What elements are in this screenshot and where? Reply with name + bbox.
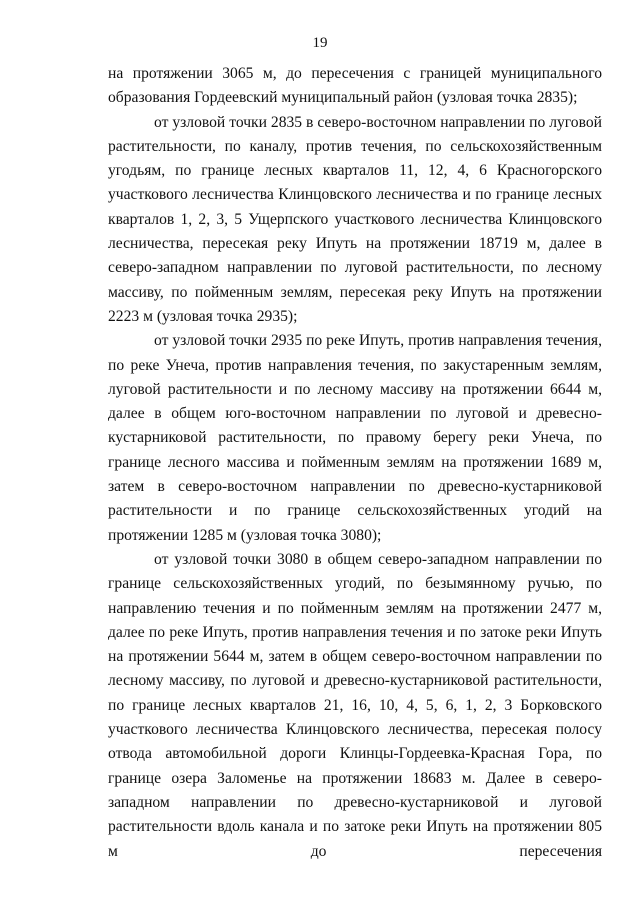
paragraph-from-node-2935: от узловой точки 2935 по реке Ипуть, против направления течения, по реке Унеча, против направления течения, по закустаренным землям, луговой растительности и по лесному массиву на протяжении 6644 м, далее в общем юго-восточном направлении по луговой и древесно-кустарниковой растительности, по правому берегу реки Унеча, по границе лесного массива и пойменным землям на протяжении 1689 м, затем в северо-восточном направлении по древесно-кустарниковой растительности и по границе сельскохозяйственных угодий на протяжении 1285 м (узловая точка 3080); <box>108 332 602 544</box>
paragraph-from-node-2835: от узловой точки 2835 в северо-восточном направлении по луговой растительности, по каналу, против течения, по сельскохозяйственным угодьям, по границе лесных кварталов 11, 12, 4, 6 Красногорского участкового лесничества Клинцовского лесничества и по границе лесных кварталов 1, 2, 3, 5 Ущерпского участкового лесничества Клинцовского лесничества, пересекая реку Ипуть на протяжении 18719 м, далее в северо-западном направлении по луговой растительности, по лесному массиву, по пойменным землям, пересекая реку Ипуть на протяжении 2223 м (узловая точка 2935); <box>108 113 602 325</box>
page-number: 19 <box>312 35 328 51</box>
paragraph-from-node-3080: от узловой точки 3080 в общем северо-западном направлении по границе сельскохозяйственных угодий, по безымянному ручью, по направлению течения и по пойменным землям на протяжении 2477 м, далее по реке Ипуть, против направления течения и по затоке реки Ипуть на протяжении 5644 м, затем в общем северо-восточном направлении по лесному массиву, по луговой и древесно-кустарниковой растительности, по границе лесных кварталов 21, 16, 10, 4, 5, 6, 1, 2, 3 Борковского участкового лесничества Клинцовского лесничества, пересекая полосу отвода автомобильной дороги Клинцы-Гордеевка-Красная Гора, по границе озера Заломенье на протяжении 18683 м. Далее в северо-западном направлении по древесно-кустарниковой и луговой растительности вдоль канала и по затоке реки Ипуть на протяжении 805 м до пересечения <box>108 550 602 860</box>
paragraph-continuation: на протяжении 3065 м, до пересечения с границей муниципального образования Гордеевский муниципальный район (узловая точка 2835); <box>108 65 602 107</box>
document-body <box>108 62 602 864</box>
